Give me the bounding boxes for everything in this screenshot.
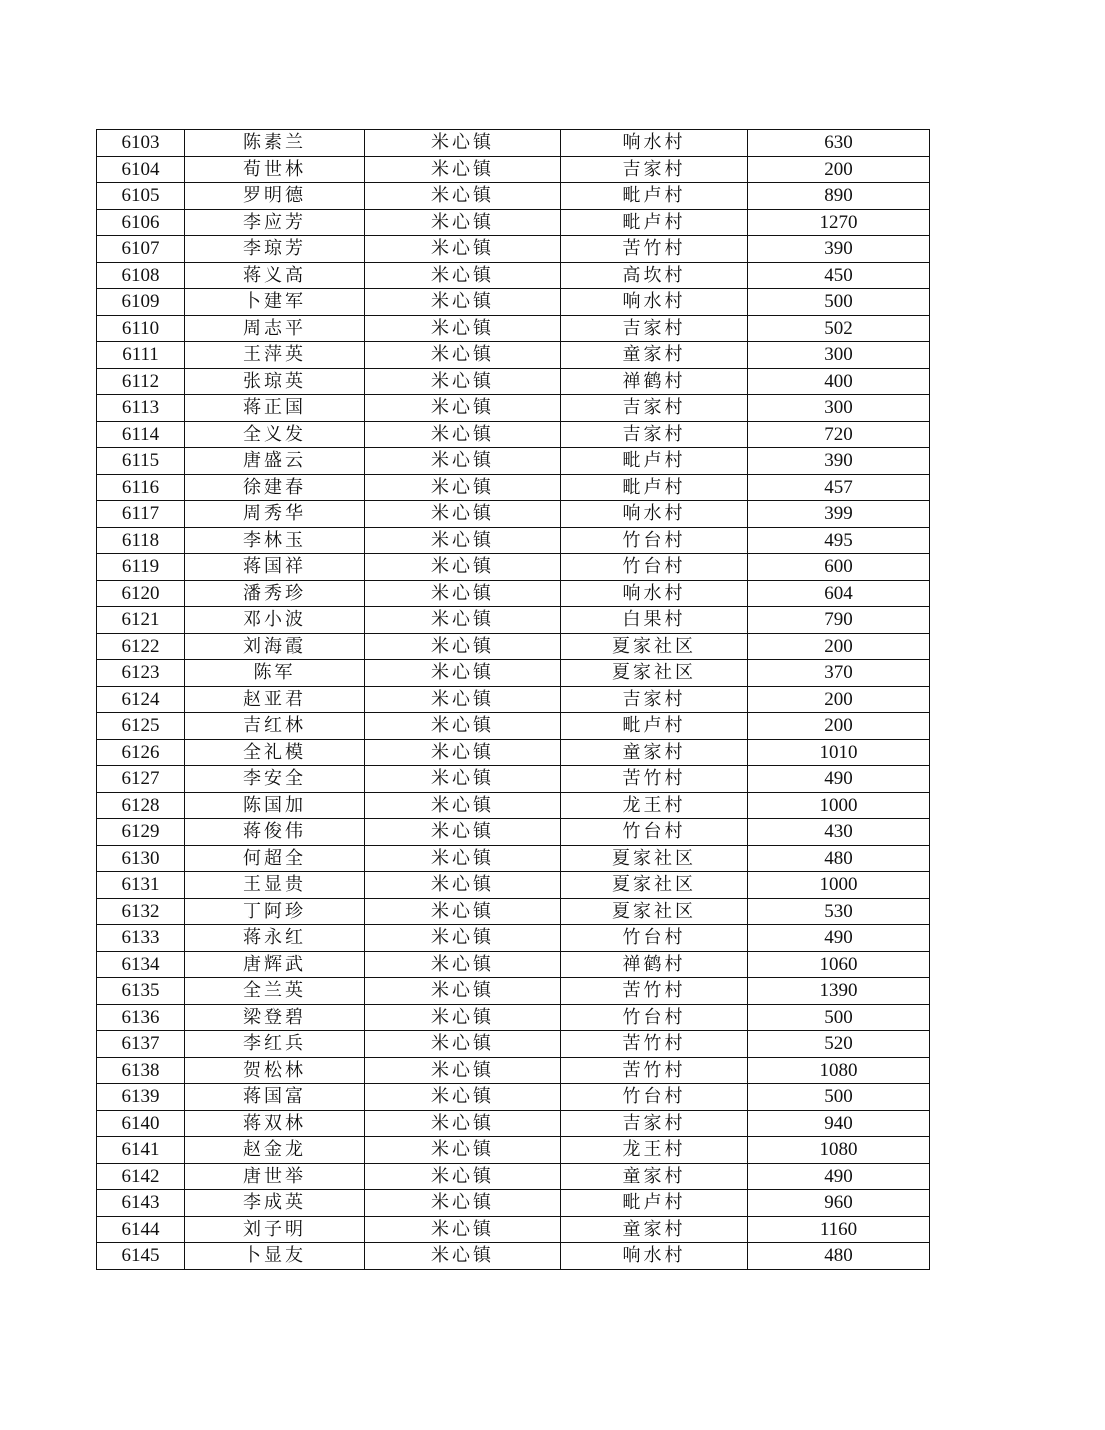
cell-village: 吉家村 [561,1110,748,1137]
cell-person-name: 贺松林 [185,1057,365,1084]
cell-village: 毗卢村 [561,474,748,501]
cell-town: 米心镇 [365,1216,561,1243]
cell-amount: 1270 [748,209,930,236]
cell-town: 米心镇 [365,872,561,899]
cell-serial-number: 6132 [97,898,185,925]
cell-amount: 720 [748,421,930,448]
cell-town: 米心镇 [365,951,561,978]
cell-town: 米心镇 [365,209,561,236]
cell-town: 米心镇 [365,580,561,607]
cell-person-name: 何超全 [185,845,365,872]
table-row [97,1216,930,1243]
cell-town: 米心镇 [365,156,561,183]
cell-person-name: 蒋永红 [185,925,365,952]
cell-serial-number: 6126 [97,739,185,766]
table-row [97,315,930,342]
table-row [97,527,930,554]
cell-serial-number: 6121 [97,607,185,634]
table-row [97,421,930,448]
table-row [97,951,930,978]
table-row [97,686,930,713]
table-row [97,1057,930,1084]
table-row [97,554,930,581]
cell-person-name: 邓小波 [185,607,365,634]
cell-amount: 490 [748,925,930,952]
cell-town: 米心镇 [365,1190,561,1217]
table-row [97,501,930,528]
cell-person-name: 李应芳 [185,209,365,236]
cell-person-name: 吉红林 [185,713,365,740]
cell-serial-number: 6134 [97,951,185,978]
cell-town: 米心镇 [365,925,561,952]
cell-village: 吉家村 [561,421,748,448]
cell-village: 毗卢村 [561,448,748,475]
table-row [97,739,930,766]
cell-village: 苦竹村 [561,766,748,793]
table-row [97,1084,930,1111]
cell-amount: 790 [748,607,930,634]
cell-person-name: 全义发 [185,421,365,448]
cell-person-name: 全礼模 [185,739,365,766]
cell-serial-number: 6140 [97,1110,185,1137]
cell-serial-number: 6117 [97,501,185,528]
table-row [97,633,930,660]
cell-amount: 520 [748,1031,930,1058]
cell-person-name: 徐建春 [185,474,365,501]
register-table-body [97,130,930,1270]
table-row [97,1243,930,1270]
cell-person-name: 刘海霞 [185,633,365,660]
cell-amount: 430 [748,819,930,846]
table-row [97,580,930,607]
cell-town: 米心镇 [365,1163,561,1190]
cell-amount: 490 [748,1163,930,1190]
table-row [97,845,930,872]
cell-person-name: 全兰英 [185,978,365,1005]
cell-serial-number: 6144 [97,1216,185,1243]
cell-town: 米心镇 [365,1084,561,1111]
cell-person-name: 丁阿珍 [185,898,365,925]
cell-serial-number: 6114 [97,421,185,448]
cell-amount: 390 [748,448,930,475]
table-row [97,978,930,1005]
cell-person-name: 陈军 [185,660,365,687]
table-row [97,130,930,157]
table-row [97,474,930,501]
cell-village: 夏家社区 [561,660,748,687]
cell-amount: 390 [748,236,930,263]
cell-serial-number: 6113 [97,395,185,422]
cell-town: 米心镇 [365,527,561,554]
cell-village: 毗卢村 [561,183,748,210]
cell-serial-number: 6138 [97,1057,185,1084]
cell-village: 响水村 [561,580,748,607]
cell-person-name: 卜显友 [185,1243,365,1270]
cell-serial-number: 6105 [97,183,185,210]
cell-amount: 300 [748,395,930,422]
cell-village: 响水村 [561,1243,748,1270]
cell-town: 米心镇 [365,978,561,1005]
cell-amount: 1160 [748,1216,930,1243]
cell-serial-number: 6107 [97,236,185,263]
cell-person-name: 卜建军 [185,289,365,316]
table-row [97,1004,930,1031]
cell-serial-number: 6104 [97,156,185,183]
cell-person-name: 荀世林 [185,156,365,183]
cell-town: 米心镇 [365,1243,561,1270]
cell-serial-number: 6136 [97,1004,185,1031]
cell-serial-number: 6137 [97,1031,185,1058]
cell-person-name: 李安全 [185,766,365,793]
cell-amount: 1000 [748,792,930,819]
table-row [97,183,930,210]
cell-village: 夏家社区 [561,898,748,925]
cell-amount: 500 [748,1004,930,1031]
cell-person-name: 李红兵 [185,1031,365,1058]
cell-village: 龙王村 [561,792,748,819]
table-row [97,607,930,634]
table-row [97,713,930,740]
table-row [97,1031,930,1058]
cell-amount: 530 [748,898,930,925]
table-row [97,289,930,316]
cell-person-name: 王显贵 [185,872,365,899]
cell-person-name: 王萍英 [185,342,365,369]
cell-person-name: 李林玉 [185,527,365,554]
cell-person-name: 陈素兰 [185,130,365,157]
cell-amount: 200 [748,686,930,713]
cell-village: 白果村 [561,607,748,634]
cell-town: 米心镇 [365,660,561,687]
cell-amount: 500 [748,1084,930,1111]
cell-serial-number: 6120 [97,580,185,607]
cell-town: 米心镇 [365,766,561,793]
cell-village: 童家村 [561,342,748,369]
cell-village: 苦竹村 [561,978,748,1005]
cell-town: 米心镇 [365,607,561,634]
cell-person-name: 张琼英 [185,368,365,395]
cell-amount: 1390 [748,978,930,1005]
cell-person-name: 罗明德 [185,183,365,210]
cell-serial-number: 6118 [97,527,185,554]
cell-serial-number: 6133 [97,925,185,952]
cell-serial-number: 6127 [97,766,185,793]
cell-serial-number: 6128 [97,792,185,819]
cell-village: 毗卢村 [561,1190,748,1217]
cell-town: 米心镇 [365,686,561,713]
cell-serial-number: 6131 [97,872,185,899]
cell-village: 响水村 [561,130,748,157]
cell-town: 米心镇 [365,713,561,740]
table-row [97,1137,930,1164]
cell-village: 夏家社区 [561,633,748,660]
cell-village: 竹台村 [561,527,748,554]
cell-serial-number: 6142 [97,1163,185,1190]
cell-town: 米心镇 [365,236,561,263]
cell-person-name: 蒋国祥 [185,554,365,581]
cell-person-name: 赵亚君 [185,686,365,713]
cell-serial-number: 6116 [97,474,185,501]
cell-village: 夏家社区 [561,872,748,899]
cell-town: 米心镇 [365,633,561,660]
cell-person-name: 潘秀珍 [185,580,365,607]
cell-village: 苦竹村 [561,236,748,263]
cell-village: 苦竹村 [561,1057,748,1084]
table-row [97,1190,930,1217]
cell-amount: 400 [748,368,930,395]
cell-serial-number: 6135 [97,978,185,1005]
cell-amount: 604 [748,580,930,607]
cell-person-name: 陈国加 [185,792,365,819]
cell-person-name: 蒋正国 [185,395,365,422]
cell-village: 响水村 [561,289,748,316]
cell-serial-number: 6141 [97,1137,185,1164]
cell-town: 米心镇 [365,501,561,528]
table-row [97,872,930,899]
cell-amount: 502 [748,315,930,342]
cell-village: 响水村 [561,501,748,528]
cell-town: 米心镇 [365,792,561,819]
cell-serial-number: 6115 [97,448,185,475]
cell-village: 苦竹村 [561,1031,748,1058]
cell-serial-number: 6106 [97,209,185,236]
cell-amount: 1010 [748,739,930,766]
cell-person-name: 李琼芳 [185,236,365,263]
cell-amount: 399 [748,501,930,528]
cell-person-name: 唐辉武 [185,951,365,978]
cell-village: 毗卢村 [561,713,748,740]
cell-amount: 495 [748,527,930,554]
table-row [97,660,930,687]
cell-village: 禅鹤村 [561,368,748,395]
table-row [97,1110,930,1137]
cell-person-name: 唐盛云 [185,448,365,475]
cell-village: 童家村 [561,1163,748,1190]
table-row [97,448,930,475]
cell-person-name: 周秀华 [185,501,365,528]
cell-village: 吉家村 [561,156,748,183]
cell-serial-number: 6108 [97,262,185,289]
cell-amount: 370 [748,660,930,687]
cell-person-name: 蒋义高 [185,262,365,289]
cell-serial-number: 6124 [97,686,185,713]
cell-town: 米心镇 [365,448,561,475]
table-row [97,898,930,925]
cell-serial-number: 6122 [97,633,185,660]
cell-town: 米心镇 [365,1137,561,1164]
cell-town: 米心镇 [365,342,561,369]
cell-serial-number: 6110 [97,315,185,342]
table-row [97,1163,930,1190]
cell-amount: 300 [748,342,930,369]
cell-amount: 500 [748,289,930,316]
cell-serial-number: 6103 [97,130,185,157]
cell-person-name: 蒋双林 [185,1110,365,1137]
cell-town: 米心镇 [365,819,561,846]
cell-village: 竹台村 [561,1004,748,1031]
cell-village: 竹台村 [561,554,748,581]
table-row [97,766,930,793]
cell-town: 米心镇 [365,289,561,316]
cell-person-name: 梁登碧 [185,1004,365,1031]
cell-village: 吉家村 [561,315,748,342]
cell-person-name: 李成英 [185,1190,365,1217]
cell-amount: 1080 [748,1137,930,1164]
cell-village: 吉家村 [561,686,748,713]
cell-amount: 960 [748,1190,930,1217]
cell-serial-number: 6111 [97,342,185,369]
cell-town: 米心镇 [365,262,561,289]
cell-town: 米心镇 [365,395,561,422]
cell-serial-number: 6129 [97,819,185,846]
cell-amount: 457 [748,474,930,501]
cell-serial-number: 6125 [97,713,185,740]
cell-serial-number: 6112 [97,368,185,395]
cell-town: 米心镇 [365,130,561,157]
table-row [97,262,930,289]
cell-serial-number: 6130 [97,845,185,872]
cell-person-name: 赵金龙 [185,1137,365,1164]
cell-town: 米心镇 [365,739,561,766]
cell-town: 米心镇 [365,1057,561,1084]
cell-amount: 200 [748,713,930,740]
cell-town: 米心镇 [365,845,561,872]
cell-serial-number: 6145 [97,1243,185,1270]
cell-amount: 200 [748,633,930,660]
cell-village: 童家村 [561,739,748,766]
cell-village: 竹台村 [561,925,748,952]
cell-amount: 480 [748,845,930,872]
cell-amount: 490 [748,766,930,793]
cell-village: 龙王村 [561,1137,748,1164]
cell-town: 米心镇 [365,421,561,448]
cell-amount: 1000 [748,872,930,899]
cell-amount: 890 [748,183,930,210]
cell-person-name: 周志平 [185,315,365,342]
register-table [96,129,930,1270]
table-row [97,209,930,236]
cell-amount: 630 [748,130,930,157]
cell-village: 吉家村 [561,395,748,422]
cell-village: 夏家社区 [561,845,748,872]
table-row [97,925,930,952]
cell-village: 禅鹤村 [561,951,748,978]
table-row [97,236,930,263]
cell-village: 竹台村 [561,819,748,846]
table-row [97,342,930,369]
cell-village: 毗卢村 [561,209,748,236]
table-row [97,792,930,819]
cell-town: 米心镇 [365,1004,561,1031]
cell-person-name: 蒋国富 [185,1084,365,1111]
cell-amount: 1080 [748,1057,930,1084]
cell-person-name: 刘子明 [185,1216,365,1243]
cell-amount: 200 [748,156,930,183]
cell-village: 童家村 [561,1216,748,1243]
cell-amount: 940 [748,1110,930,1137]
table-row [97,395,930,422]
cell-serial-number: 6119 [97,554,185,581]
cell-town: 米心镇 [365,554,561,581]
cell-village: 竹台村 [561,1084,748,1111]
cell-serial-number: 6123 [97,660,185,687]
cell-town: 米心镇 [365,183,561,210]
cell-serial-number: 6139 [97,1084,185,1111]
cell-person-name: 蒋俊伟 [185,819,365,846]
cell-amount: 1060 [748,951,930,978]
cell-amount: 450 [748,262,930,289]
cell-town: 米心镇 [365,1110,561,1137]
cell-serial-number: 6143 [97,1190,185,1217]
cell-town: 米心镇 [365,315,561,342]
cell-village: 高坎村 [561,262,748,289]
table-row [97,156,930,183]
table-row [97,819,930,846]
cell-serial-number: 6109 [97,289,185,316]
cell-person-name: 唐世举 [185,1163,365,1190]
cell-amount: 600 [748,554,930,581]
cell-amount: 480 [748,1243,930,1270]
cell-town: 米心镇 [365,1031,561,1058]
table-row [97,368,930,395]
cell-town: 米心镇 [365,474,561,501]
cell-town: 米心镇 [365,368,561,395]
cell-town: 米心镇 [365,898,561,925]
